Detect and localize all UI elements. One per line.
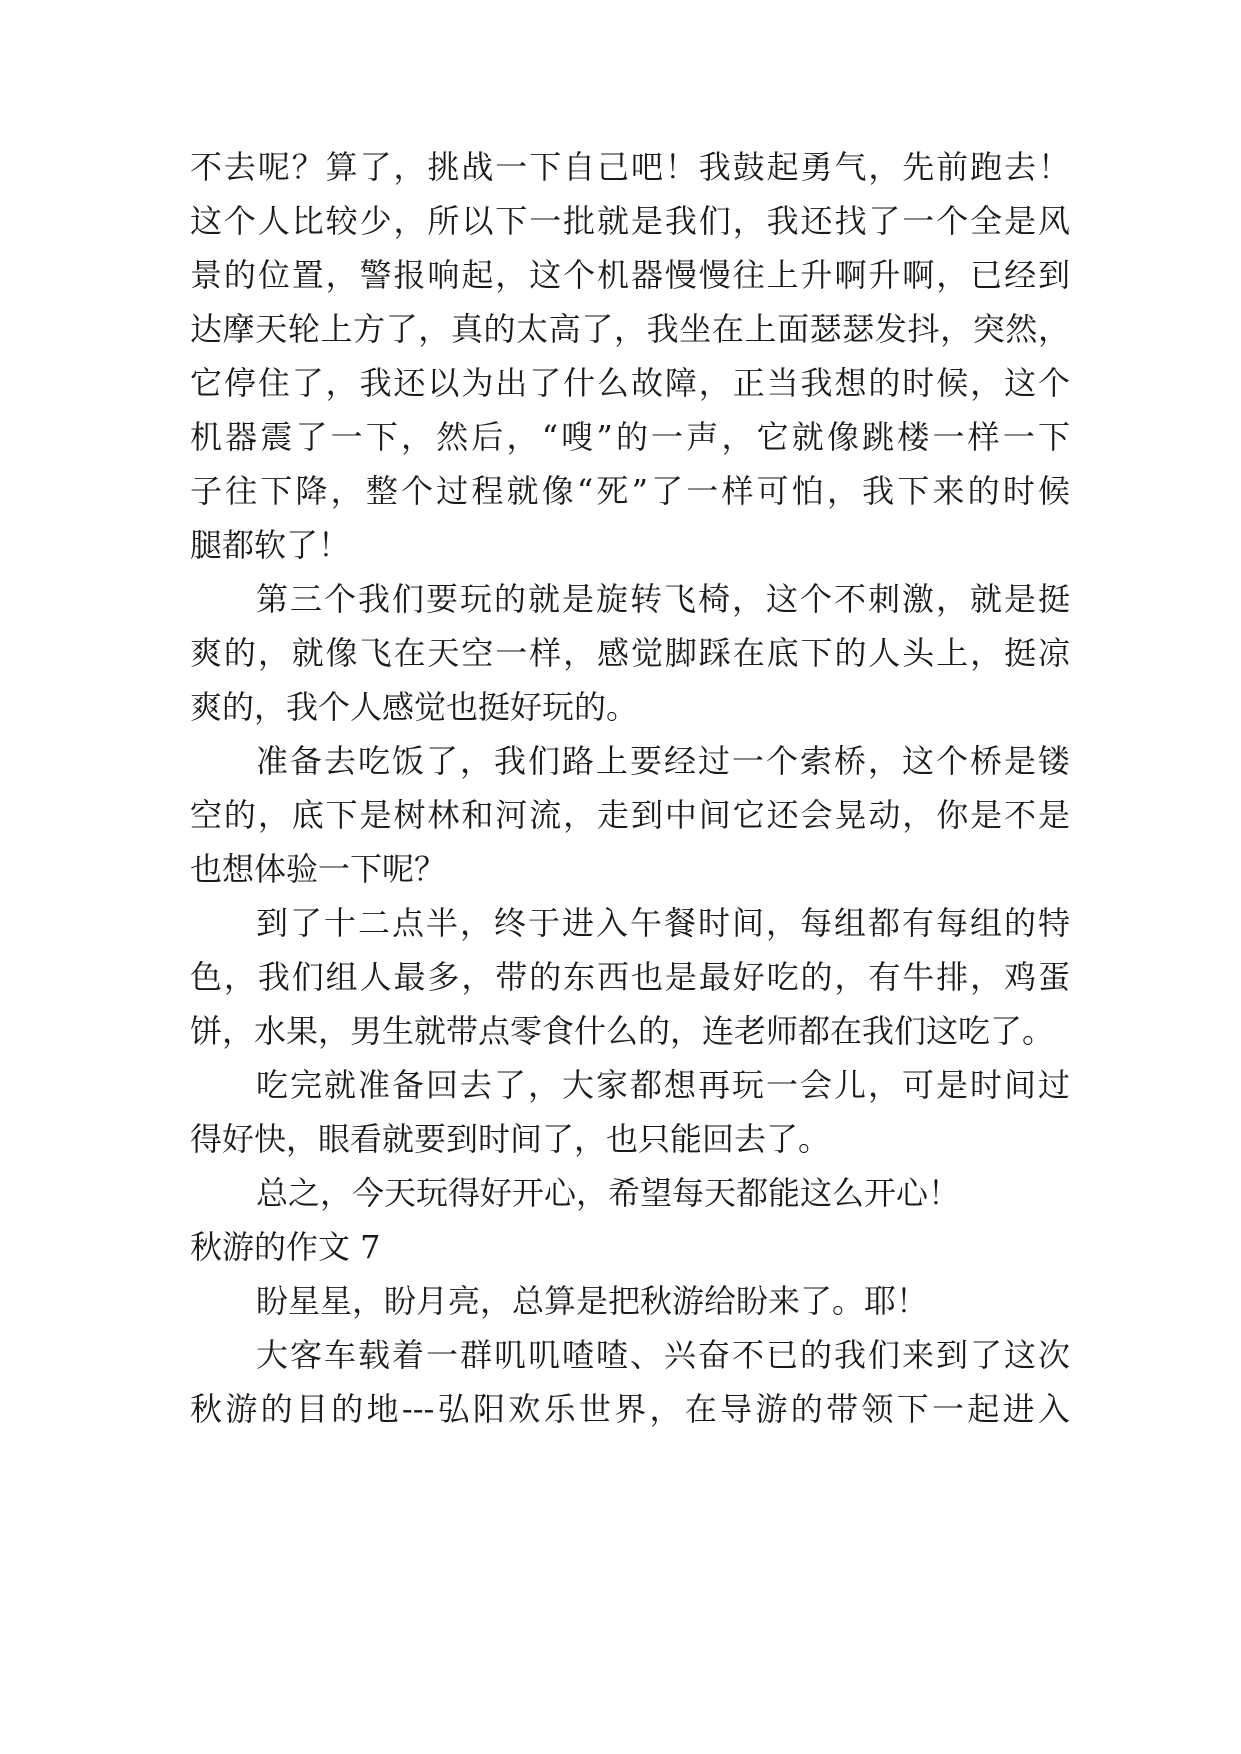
text-line: 盼星星，盼月亮，总算是把秋游给盼来了。耶！ [256, 1282, 929, 1320]
text-line: 爽的，就像飞在天空一样，感觉脚踩在底下的人头上，挺凉 [190, 634, 1070, 672]
text-line: 饼，水果，男生就带点零食什么的，连老师都在我们这吃了。 [190, 1012, 1055, 1050]
text-line: 到了十二点半，终于进入午餐时间，每组都有每组的特 [256, 904, 1070, 942]
text-line: 色，我们组人最多，带的东西也是最好吃的，有牛排，鸡蛋 [190, 958, 1070, 996]
text-line: 达摩天轮上方了，真的太高了，我坐在上面瑟瑟发抖，突然， [190, 310, 1070, 348]
section-heading: 秋游的作文 7 [190, 1228, 381, 1266]
text-line: 子往下降，整个过程就像“死”了一样可怕，我下来的时候 [190, 472, 1070, 510]
text-line: 吃完就准备回去了，大家都想再玩一会儿，可是时间过 [256, 1066, 1070, 1104]
text-line: 大客车载着一群叽叽喳喳、兴奋不已的我们来到了这次 [256, 1336, 1070, 1374]
text-line: 它停住了，我还以为出了什么故障，正当我想的时候，这个 [190, 364, 1070, 402]
text-line: 机器震了一下，然后，“嗖”的一声，它就像跳楼一样一下 [190, 418, 1070, 456]
text-line: 总之，今天玩得好开心，希望每天都能这么开心！ [256, 1174, 961, 1212]
text-line: 第三个我们要玩的就是旋转飞椅，这个不刺激，就是挺 [256, 580, 1070, 618]
text-line: 得好快，眼看就要到时间了，也只能回去了。 [190, 1120, 831, 1158]
text-line: 也想体验一下呢？ [190, 850, 447, 888]
text-line: 腿都软了！ [190, 526, 351, 564]
text-line: 准备去吃饭了，我们路上要经过一个索桥，这个桥是镂 [256, 742, 1070, 780]
text-line: 这个人比较少，所以下一批就是我们，我还找了一个全是风 [190, 202, 1070, 240]
text-line: 景的位置，警报响起，这个机器慢慢往上升啊升啊，已经到 [190, 256, 1070, 294]
text-line: 秋游的目的地---弘阳欢乐世界，在导游的带领下一起进入 [190, 1390, 1070, 1428]
text-line: 爽的，我个人感觉也挺好玩的。 [190, 688, 639, 726]
text-line: 空的，底下是树林和河流，走到中间它还会晃动，你是不是 [190, 796, 1070, 834]
text-line: 不去呢？算了，挑战一下自己吧！我鼓起勇气，先前跑去！ [190, 148, 1070, 186]
